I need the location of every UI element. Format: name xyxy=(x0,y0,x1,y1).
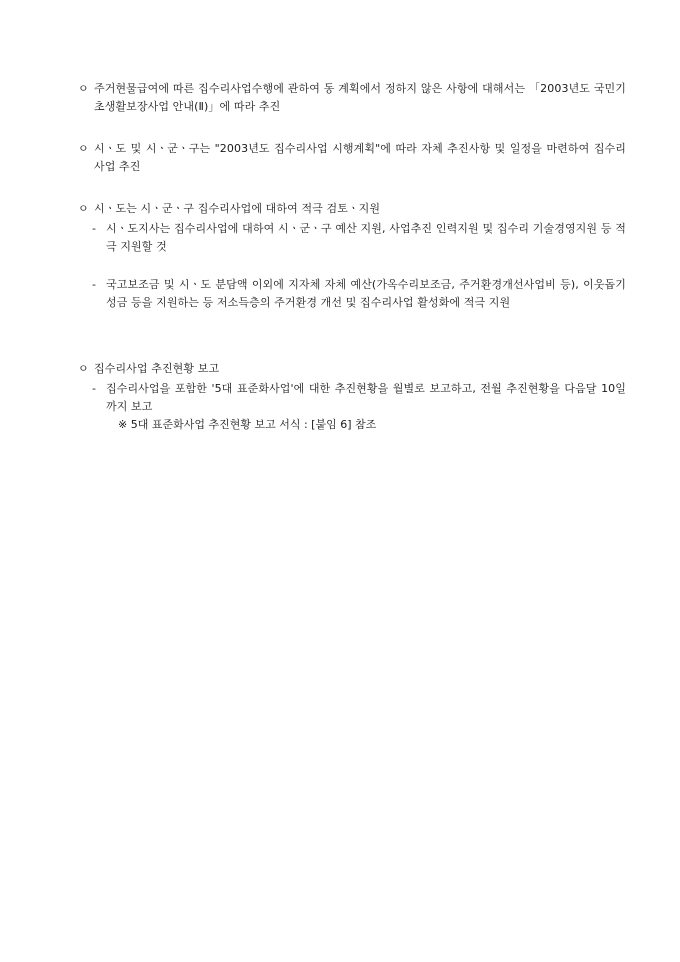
section-1-text: 주거현물급여에 따른 집수리사업수행에 관하여 동 계획에서 정하지 않은 사항에 대해서는 「2003년도 국민기초생활보장사업 안내(Ⅱ)」에 따라 추진 xyxy=(94,82,626,113)
section-2-line xyxy=(78,140,626,176)
section-3-sub-2 xyxy=(92,276,626,312)
section-4 xyxy=(78,360,626,434)
section-3-sub-2-text: 국고보조금 및 시ㆍ도 분담액 이외에 지자체 자체 예산(가옥수리보조금, 주거환경개선사업비 등), 이웃돕기 성금 등을 지원하는 등 저소득층의 주거환경 개선 및 집수리사업 활성화에 적극 지원 xyxy=(106,278,626,309)
bullet-circle-icon: ㅇ xyxy=(78,82,89,95)
section-4-line xyxy=(78,360,626,378)
section-4-note: ※ 5대 표준화사업 추진현황 보고 서식 : [붙임 6] 참조 xyxy=(118,418,377,431)
section-2 xyxy=(78,140,626,176)
section-2-text: 시ㆍ도 및 시ㆍ군ㆍ구는 "2003년도 집수리사업 시행계획"에 따라 자체 추진사항 및 일정을 마련하여 집수리사업 추진 xyxy=(94,142,626,173)
bullet-circle-icon: ㅇ xyxy=(78,362,89,375)
dash-marker: - xyxy=(92,382,96,395)
section-3 xyxy=(78,200,626,312)
section-4-sub-1-text: 집수리사업을 포함한 '5대 표준화사업'에 대한 추진현황을 월별로 보고하고, 전월 추진현황을 다음달 10일까지 보고 xyxy=(106,382,626,413)
section-3-text: 시ㆍ도는 시ㆍ군ㆍ구 집수리사업에 대하여 적극 검토ㆍ지원 xyxy=(94,202,381,215)
section-4-sub-1 xyxy=(92,380,626,416)
section-3-sub-1 xyxy=(92,220,626,256)
section-4-text: 집수리사업 추진현황 보고 xyxy=(94,362,220,375)
section-1-line xyxy=(78,80,626,116)
dash-marker: - xyxy=(92,222,96,235)
section-3-line xyxy=(78,200,626,218)
section-3-sub-1-text: 시ㆍ도지사는 집수리사업에 대하여 시ㆍ군ㆍ구 예산 지원, 사업추진 인력지원 및 집수리 기술경영지원 등 적극 지원할 것 xyxy=(106,222,626,253)
bullet-circle-icon: ㅇ xyxy=(78,142,89,155)
dash-marker: - xyxy=(92,278,96,291)
section-1 xyxy=(78,80,626,116)
bullet-circle-icon: ㅇ xyxy=(78,202,89,215)
